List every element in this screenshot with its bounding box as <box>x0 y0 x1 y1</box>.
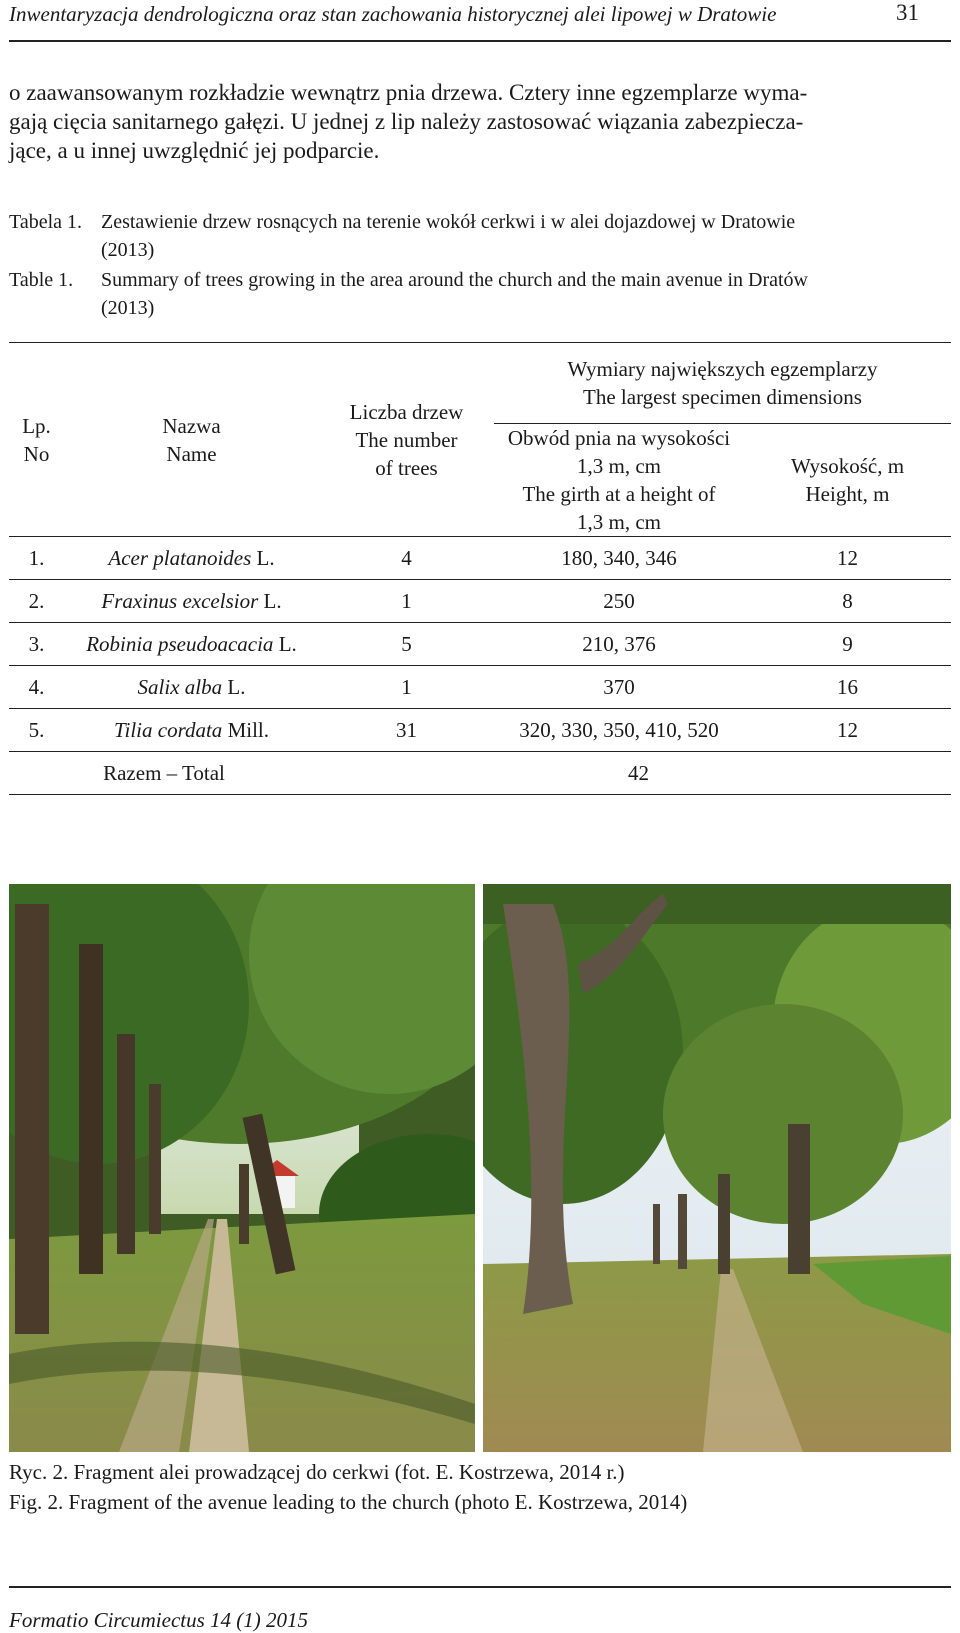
table-row <box>9 623 951 666</box>
cell-no: 2. <box>9 580 64 623</box>
cell-height: 9 <box>744 623 951 666</box>
cell-girth: 180, 340, 346 <box>494 537 744 580</box>
cell-name: Acer platanoides L. <box>64 537 319 580</box>
running-title: Inwentaryzacja dendrologiczna oraz stan zachowania historycznej alei lipowej w Dratowie <box>9 2 777 26</box>
cell-name: Tilia cordata Mill. <box>64 709 319 752</box>
header-height: Wysokość, m Height, m <box>790 454 905 506</box>
body-line: o zaawansowanym rozkładzie wewnątrz pnia drzewa. Cztery inne egzemplarze wyma- <box>9 80 808 105</box>
table-row <box>9 666 951 709</box>
cell-girth: 250 <box>494 580 744 623</box>
journal-footer: Formatio Circumiectus 14 (1) 2015 <box>9 1608 309 1632</box>
table-caption-en <box>9 266 951 322</box>
cell-no: 3. <box>9 623 64 666</box>
cell-height: 16 <box>744 666 951 709</box>
cell-girth: 370 <box>494 666 744 709</box>
cell-no: 5. <box>9 709 64 752</box>
cell-name: Salix alba L. <box>64 666 319 709</box>
cell-count: 31 <box>319 709 494 752</box>
caption-text-cont: (2013) <box>101 297 155 319</box>
photo-avenue-right <box>483 884 951 1452</box>
cell-girth: 210, 376 <box>494 623 744 666</box>
header-count: Liczba drzew The number of trees <box>319 343 494 537</box>
cell-count: 1 <box>319 666 494 709</box>
photo-avenue-left <box>9 884 475 1452</box>
table-row <box>9 537 951 580</box>
cell-name: Fraxinus excelsior L. <box>64 580 319 623</box>
table-caption-pl <box>9 208 951 264</box>
tree-summary-table <box>9 342 951 795</box>
header-rule <box>9 40 951 42</box>
header-dimensions-group: Wymiary największych egzemplarzy The largest specimen dimensions <box>494 343 951 424</box>
page-number: 31 <box>896 0 919 25</box>
figure-caption-en: Fig. 2. Fragment of the avenue leading to the church (photo E. Kostrzewa, 2014) <box>9 1490 688 1514</box>
cell-height: 12 <box>744 537 951 580</box>
cell-height: 12 <box>744 709 951 752</box>
header-name: Nazwa Name <box>64 343 319 537</box>
body-paragraph <box>9 78 949 165</box>
cell-no: 4. <box>9 666 64 709</box>
cell-total-value: 42 <box>319 752 744 795</box>
body-line: jące, a u innej uwzględnić jej podparcie. <box>9 138 380 163</box>
cell-total-label: Razem – Total <box>9 752 319 795</box>
table-row <box>9 580 951 623</box>
photo-avenue-right-illustration <box>483 884 951 1452</box>
caption-label: Tabela 1. <box>9 211 83 233</box>
header-girth: Obwód pnia na wysokości 1,3 m, cm The girth at a height of 1,3 m, cm <box>507 426 731 534</box>
cell-girth: 320, 330, 350, 410, 520 <box>494 709 744 752</box>
caption-text: Summary of trees growing in the area around the church and the main avenue in Dratów <box>101 269 808 291</box>
caption-text-cont: (2013) <box>101 239 155 261</box>
caption-label: Table 1. <box>9 269 74 291</box>
body-line: gają cięcia sanitarnego gałęzi. U jednej z lip należy zastosować wiązania zabezpiecza- <box>9 109 804 134</box>
cell-no: 1. <box>9 537 64 580</box>
cell-count: 1 <box>319 580 494 623</box>
cell-height: 8 <box>744 580 951 623</box>
header-lp: Lp. No <box>9 343 64 537</box>
footer-rule <box>9 1586 951 1588</box>
cell-empty <box>744 752 951 795</box>
cell-count: 5 <box>319 623 494 666</box>
figure-caption-pl: Ryc. 2. Fragment alei prowadzącej do cerkwi (fot. E. Kostrzewa, 2014 r.) <box>9 1460 625 1484</box>
photo-avenue-left-illustration <box>9 884 475 1452</box>
caption-text: Zestawienie drzew rosnących na terenie wokół cerkwi i w alei dojazdowej w Dratowie <box>101 211 796 233</box>
cell-count: 4 <box>319 537 494 580</box>
table-row <box>9 709 951 752</box>
table-total-row <box>9 752 951 795</box>
cell-name: Robinia pseudoacacia L. <box>64 623 319 666</box>
